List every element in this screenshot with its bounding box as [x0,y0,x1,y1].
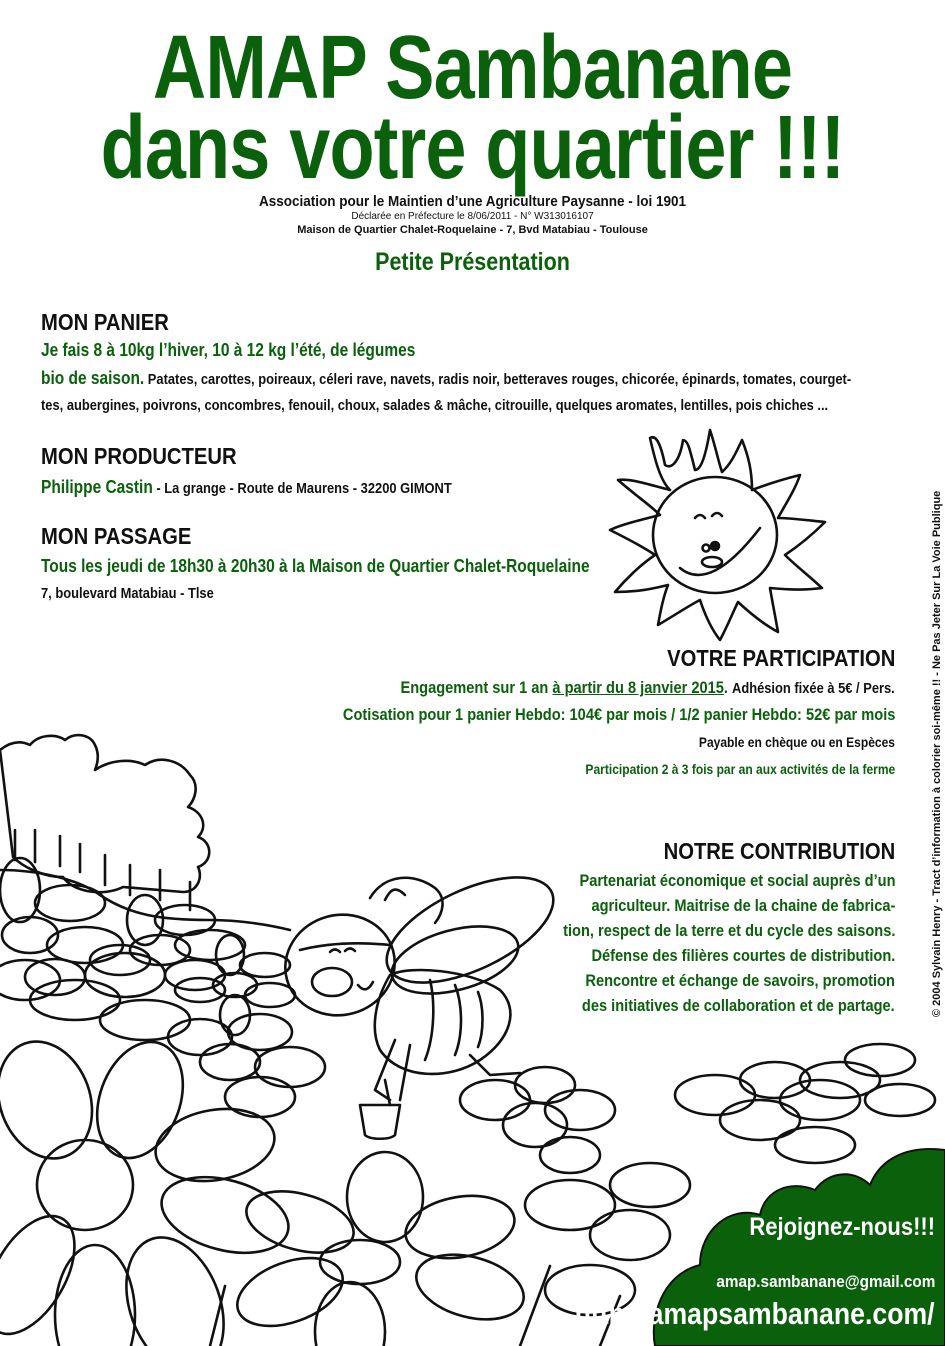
sun-illustration [610,430,825,640]
panier-weight: Je fais 8 à 10kg l’hiver, 10 à 12 kg l’été, de légumes [41,340,416,360]
participation-activities: Participation 2 à 3 fois par an aux activités de la ferme [585,761,895,777]
bee-illustration [274,856,569,1139]
passage-heading: MON PASSAGE [41,523,192,549]
join-us-callout: Rejoignez-nous!!! [749,1213,935,1241]
contact-email-link[interactable]: amap.sambanane@gmail.com [715,1272,935,1291]
contribution-line: Défense des filières courtes de distribution. [591,946,895,965]
engagement-prefix: Engagement sur 1 an [400,678,553,697]
adhesion-fee: Adhésion fixée à 5€ / Pers. [732,680,895,697]
sun-face [653,477,777,593]
contribution-line: Partenariat économique et social auprès d’un [578,871,895,890]
contribution-line: agriculteur. Maitrise de la chaine de fabrica- [591,896,895,915]
producteur-address: - La grange - Route de Maurens - 32200 GIMONT [152,480,452,497]
participation-heading: VOTRE PARTICIPATION [666,645,895,671]
main-title-line1: AMAP Sambanane [152,18,793,118]
panier-vegetables-line2: tes, aubergines, poivrons, concombres, fenouil, choux, salades & mâche, citrouille, quelques aromates, lentilles, pois chiches ... [41,397,829,414]
contribution-line: des initiatives de collaboration et de partage. [582,996,895,1015]
main-title-line2: dans votre quartier !!! [100,98,845,198]
declaration-info: Déclarée en Préfecture le 8/06/2011 - N° W313016107 [351,211,594,222]
panier-bio: bio de saison. [41,368,145,388]
participation-payment: Payable en chèque ou en Espèces [698,734,895,750]
contribution-line: Rencontre et échange de savoirs, promotion [585,971,895,990]
participation-cotisation: Cotisation pour 1 panier Hebdo: 104€ par mois / 1/2 panier Hebdo: 52€ par mois [342,705,895,724]
copyright-credit: © 2004 Sylvain Henry - Tract d’information à colorier soi-même !! - Ne Pas Jeter Sur La Voie Publique [931,490,943,1017]
trees-illustration [0,735,290,930]
association-address: Maison de Quartier Chalet-Roquelaine - 7, Bvd Matabiau - Toulouse [297,224,648,236]
panier-vegetables-line1 [41,368,851,389]
association-name: Association pour le Maintien d’une Agriculture Paysanne - loi 1901 [258,193,687,210]
contribution-line: tion, respect de la terre et du cycle des saisons. [562,921,895,940]
website-link[interactable]: http://amapsambanane.com/ [575,1296,935,1331]
participation-engagement [401,678,895,698]
producteur-heading: MON PRODUCTEUR [41,443,237,469]
section-subtitle: Petite Présentation [375,248,570,276]
passage-schedule: Tous les jeudi de 18h30 à 20h30 à la Maison de Quartier Chalet-Roquelaine [41,556,590,576]
producteur-name: Philippe Castin [41,477,153,497]
panier-vegetables-list: Patates, carottes, poireaux, céleri rave, navets, radis noir, betteraves rouges, chicorée, épinards, tomates, courget- [144,371,852,388]
producteur-info [41,477,452,498]
passage-address: 7, boulevard Matabiau - Tlse [41,585,214,602]
engagement-date: à partir du 8 janvier 2015 [552,678,725,697]
panier-heading: MON PANIER [41,309,169,335]
contribution-heading: NOTRE CONTRIBUTION [663,838,895,864]
engagement-suffix: . [724,678,733,697]
